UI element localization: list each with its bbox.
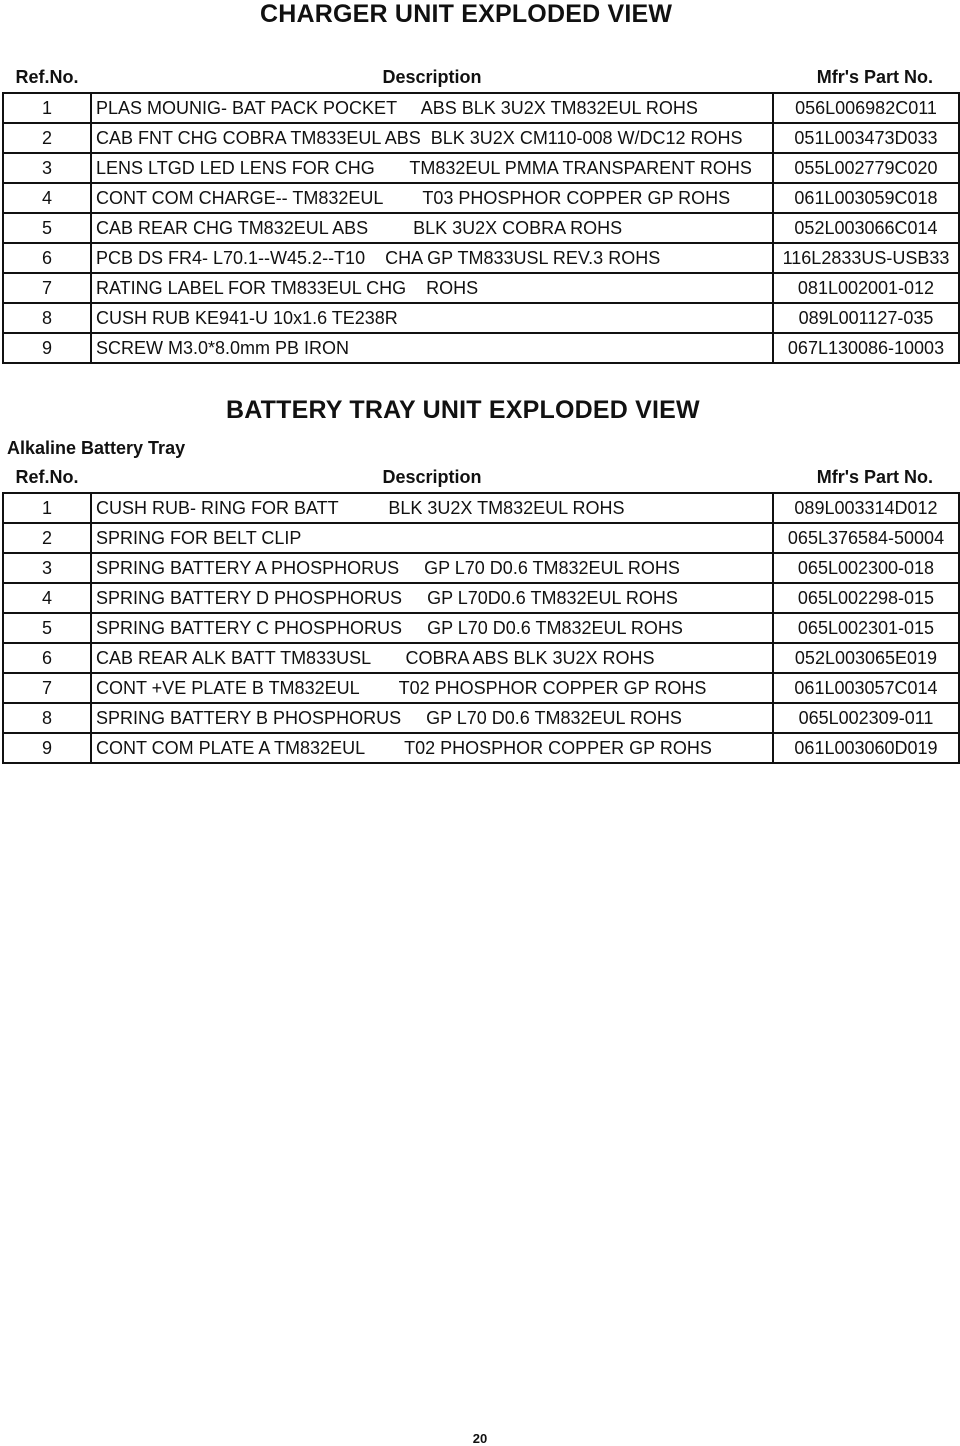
part-number-cell: 065L002298-015 — [773, 583, 959, 613]
part-number-cell: 089L003314D012 — [773, 493, 959, 523]
description-cell: SPRING BATTERY D PHOSPHORUS GP L70D0.6 TM832EUL ROHS — [91, 583, 773, 613]
page-number: 20 — [472, 1431, 488, 1446]
header-ref-no: Ref.No. — [3, 463, 91, 493]
header-part-no: Mfr's Part No. — [773, 463, 959, 493]
description-cell: CONT +VE PLATE B TM832EUL T02 PHOSPHOR COPPER GP ROHS — [91, 673, 773, 703]
ref-cell: 2 — [3, 523, 91, 553]
ref-cell: 6 — [3, 643, 91, 673]
ref-cell: 4 — [3, 583, 91, 613]
part-number-cell: 067L130086-10003 — [773, 333, 959, 363]
table-row — [3, 673, 959, 703]
ref-cell: 8 — [3, 303, 91, 333]
battery-parts-table — [2, 463, 960, 764]
description-cell: SPRING BATTERY A PHOSPHORUS GP L70 D0.6 TM832EUL ROHS — [91, 553, 773, 583]
table-row — [3, 183, 959, 213]
description-cell: CUSH RUB- RING FOR BATT BLK 3U2X TM832EUL ROHS — [91, 493, 773, 523]
charger-title: CHARGER UNIT EXPLODED VIEW — [260, 0, 673, 28]
description-cell: PCB DS FR4- L70.1--W45.2--T10 CHA GP TM833USL REV.3 ROHS — [91, 243, 773, 273]
table-row — [3, 493, 959, 523]
description-cell: RATING LABEL FOR TM833EUL CHG ROHS — [91, 273, 773, 303]
part-number-cell: 061L003060D019 — [773, 733, 959, 763]
part-number-cell: 065L002301-015 — [773, 613, 959, 643]
part-number-cell: 055L002779C020 — [773, 153, 959, 183]
description-cell: CAB REAR CHG TM832EUL ABS BLK 3U2X COBRA ROHS — [91, 213, 773, 243]
ref-cell: 9 — [3, 733, 91, 763]
table-row — [3, 273, 959, 303]
ref-cell: 3 — [3, 553, 91, 583]
part-number-cell: 116L2833US-USB33 — [773, 243, 959, 273]
ref-cell: 7 — [3, 273, 91, 303]
battery-subtitle: Alkaline Battery Tray — [7, 438, 186, 458]
description-cell: SPRING BATTERY B PHOSPHORUS GP L70 D0.6 TM832EUL ROHS — [91, 703, 773, 733]
table-header-row — [3, 463, 959, 493]
table-row — [3, 213, 959, 243]
description-cell: CONT COM CHARGE-- TM832EUL T03 PHOSPHOR COPPER GP ROHS — [91, 183, 773, 213]
part-number-cell: 081L002001-012 — [773, 273, 959, 303]
table-row — [3, 643, 959, 673]
description-cell: CUSH RUB KE941-U 10x1.6 TE238R — [91, 303, 773, 333]
battery-table-body — [3, 493, 959, 763]
part-number-cell: 061L003057C014 — [773, 673, 959, 703]
ref-cell: 3 — [3, 153, 91, 183]
description-cell: LENS LTGD LED LENS FOR CHG TM832EUL PMMA TRANSPARENT ROHS — [91, 153, 773, 183]
header-ref-no: Ref.No. — [3, 63, 91, 93]
part-number-cell: 061L003059C018 — [773, 183, 959, 213]
ref-cell: 5 — [3, 613, 91, 643]
ref-cell: 1 — [3, 493, 91, 523]
description-cell: PLAS MOUNIG- BAT PACK POCKET ABS BLK 3U2X TM832EUL ROHS — [91, 93, 773, 123]
table-row — [3, 703, 959, 733]
description-cell: SCREW M3.0*8.0mm PB IRON — [91, 333, 773, 363]
part-number-cell: 065L002309-011 — [773, 703, 959, 733]
ref-cell: 4 — [3, 183, 91, 213]
ref-cell: 9 — [3, 333, 91, 363]
description-cell: SPRING BATTERY C PHOSPHORUS GP L70 D0.6 TM832EUL ROHS — [91, 613, 773, 643]
part-number-cell: 065L376584-50004 — [773, 523, 959, 553]
table-row — [3, 93, 959, 123]
table-header-row — [3, 63, 959, 93]
part-number-cell: 052L003066C014 — [773, 213, 959, 243]
header-description: Description — [91, 463, 773, 493]
table-row — [3, 153, 959, 183]
table-row — [3, 733, 959, 763]
part-number-cell: 052L003065E019 — [773, 643, 959, 673]
table-row — [3, 553, 959, 583]
part-number-cell: 051L003473D033 — [773, 123, 959, 153]
ref-cell: 5 — [3, 213, 91, 243]
table-row — [3, 123, 959, 153]
part-number-cell: 056L006982C011 — [773, 93, 959, 123]
battery-title: BATTERY TRAY UNIT EXPLODED VIEW — [226, 396, 700, 424]
description-cell: CAB REAR ALK BATT TM833USL COBRA ABS BLK 3U2X ROHS — [91, 643, 773, 673]
description-cell: CAB FNT CHG COBRA TM833EUL ABS BLK 3U2X CM110-008 W/DC12 ROHS — [91, 123, 773, 153]
ref-cell: 6 — [3, 243, 91, 273]
ref-cell: 2 — [3, 123, 91, 153]
table-row — [3, 333, 959, 363]
part-number-cell: 089L001127-035 — [773, 303, 959, 333]
table-row — [3, 303, 959, 333]
table-row — [3, 523, 959, 553]
header-description: Description — [91, 63, 773, 93]
header-part-no: Mfr's Part No. — [773, 63, 959, 93]
table-row — [3, 613, 959, 643]
description-cell: SPRING FOR BELT CLIP — [91, 523, 773, 553]
table-row — [3, 583, 959, 613]
part-number-cell: 065L002300-018 — [773, 553, 959, 583]
ref-cell: 1 — [3, 93, 91, 123]
ref-cell: 7 — [3, 673, 91, 703]
ref-cell: 8 — [3, 703, 91, 733]
description-cell: CONT COM PLATE A TM832EUL T02 PHOSPHOR COPPER GP ROHS — [91, 733, 773, 763]
charger-table-body — [3, 93, 959, 363]
charger-parts-table — [2, 63, 960, 364]
table-row — [3, 243, 959, 273]
